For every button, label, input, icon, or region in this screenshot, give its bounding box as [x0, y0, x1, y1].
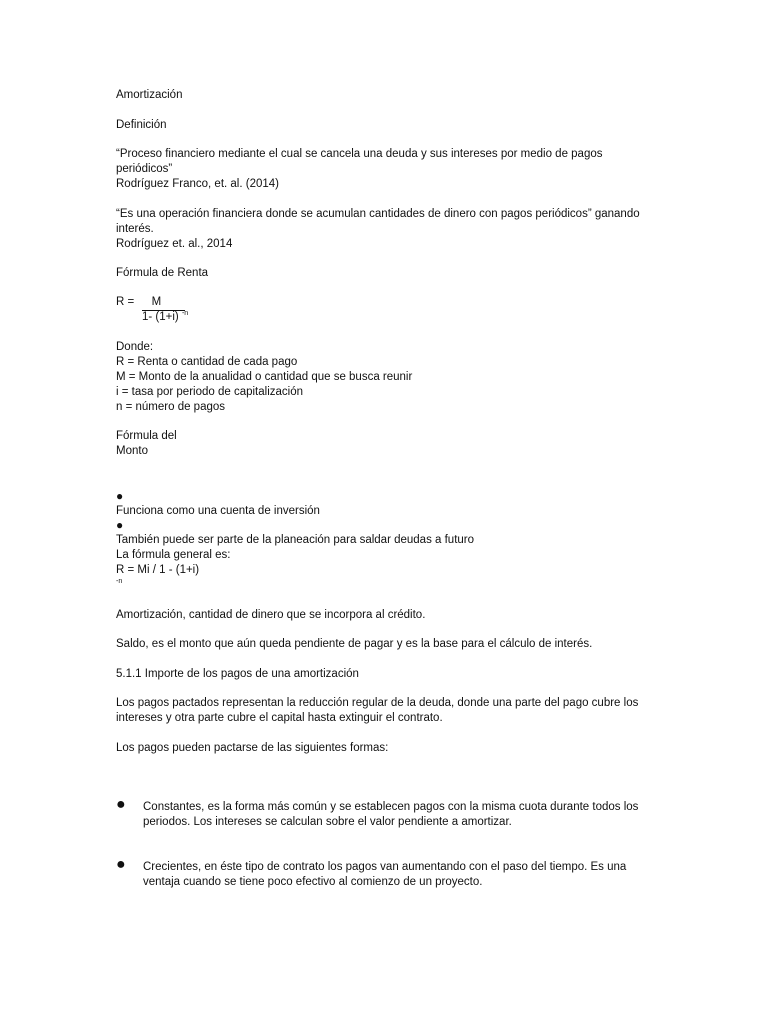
bullet-text: También puede ser parte de la planeación para saldar deudas a futuro [116, 534, 475, 546]
list-item-text [143, 800, 661, 830]
bullet-dot-icon: ● [116, 856, 126, 873]
formas-intro-text: Los pagos pueden pactarse de las siguientes formas: [116, 742, 389, 754]
donde-item: n = número de pagos [116, 401, 226, 413]
paragraph-text: Amortización, cantidad de dinero que se incorpora al crédito. [116, 609, 426, 621]
renta-formula-exponent: -n [181, 310, 189, 317]
general-formula-intro: La fórmula general es: [116, 549, 231, 561]
donde-item: i = tasa por periodo de capitalización [116, 386, 303, 398]
renta-heading-text: Fórmula de Renta [116, 267, 209, 279]
definition-heading [116, 118, 656, 133]
general-formula-expr [116, 563, 656, 593]
general-formula [116, 548, 656, 593]
document-title [116, 88, 656, 103]
paragraph-amortizacion [116, 608, 656, 623]
quote-1 [116, 147, 656, 192]
renta-heading [116, 266, 656, 281]
title-text: Amortización [116, 89, 183, 101]
bullet-line [116, 489, 656, 519]
bullet-line [116, 518, 656, 548]
monto-heading [116, 429, 656, 459]
list-item-text [143, 860, 661, 890]
section-heading-text: 5.1.1 Importe de los pagos de una amortización [116, 668, 359, 680]
pagos-paragraph [116, 696, 656, 726]
general-formula-expr-text: R = Mi / 1 - (1+i) [116, 564, 200, 576]
donde-section [116, 340, 656, 415]
monto-heading-line-1: Fórmula del [116, 430, 177, 442]
bullet-item [116, 518, 656, 548]
bullet-text: Funciona como una cuenta de inversión [116, 505, 320, 517]
paragraph-saldo [116, 637, 656, 652]
pagos-line-1: Los pagos pactados representan la reducción regular de la deuda, donde una parte del pago cubre los [116, 697, 639, 709]
numerator-text: M [151, 296, 162, 308]
denominator-text: 1- (1+i) [142, 311, 179, 323]
list-item-line-1: Crecientes, en éste tipo de contrato los pagos van aumentando con el paso del tiempo. Es una [143, 861, 627, 873]
renta-formula-denominator [142, 310, 188, 325]
quote-2 [116, 207, 656, 252]
definition-heading-text: Definición [116, 119, 167, 131]
renta-formula-lhs: R = [116, 296, 135, 308]
quote-2-line-1: “Es una operación financiera donde se acumulan cantidades de dinero con pagos periódicos” ganando [116, 208, 640, 220]
quote-1-citation: Rodríguez Franco, et. al. (2014) [116, 178, 279, 190]
list-item-line-2: periodos. Los intereses se calculan sobre el valor pendiente a amortizar. [143, 816, 512, 828]
quote-1-line-1: “Proceso financiero mediante el cual se cancela una deuda y sus intereses por medio de pagos [116, 148, 603, 160]
bullet-dot-icon: ● [116, 518, 124, 532]
paragraph-text: Saldo, es el monto que aún queda pendiente de pagar y es la base para el cálculo de interés. [116, 638, 593, 650]
pagos-line-2: intereses y otra parte cubre el capital hasta extinguir el contrato. [116, 712, 443, 724]
bullet-dot-icon: ● [116, 796, 126, 813]
general-formula-exponent: -n [116, 578, 123, 585]
bullet-item [116, 489, 656, 519]
donde-item: M = Monto de la anualidad o cantidad que se busca reunir [116, 371, 413, 383]
renta-formula-numerator [142, 295, 185, 311]
list-item-line-2: ventaja cuando se tiene poco efectivo al comienzo de un proyecto. [143, 876, 483, 888]
formas-intro [116, 741, 656, 756]
section-heading-5-1-1 [116, 667, 656, 682]
quote-2-citation: Rodríguez et. al., 2014 [116, 238, 233, 250]
donde-item: R = Renta o cantidad de cada pago [116, 356, 298, 368]
list-item-line-1: Constantes, es la forma más común y se establecen pagos con la misma cuota durante todos los [143, 801, 639, 813]
bullet-dot-icon: ● [116, 489, 124, 503]
donde-heading: Donde: [116, 341, 154, 353]
quote-2-line-2: interés. [116, 223, 154, 235]
quote-1-line-2: periódicos” [116, 163, 173, 175]
monto-heading-line-2: Monto [116, 445, 148, 457]
